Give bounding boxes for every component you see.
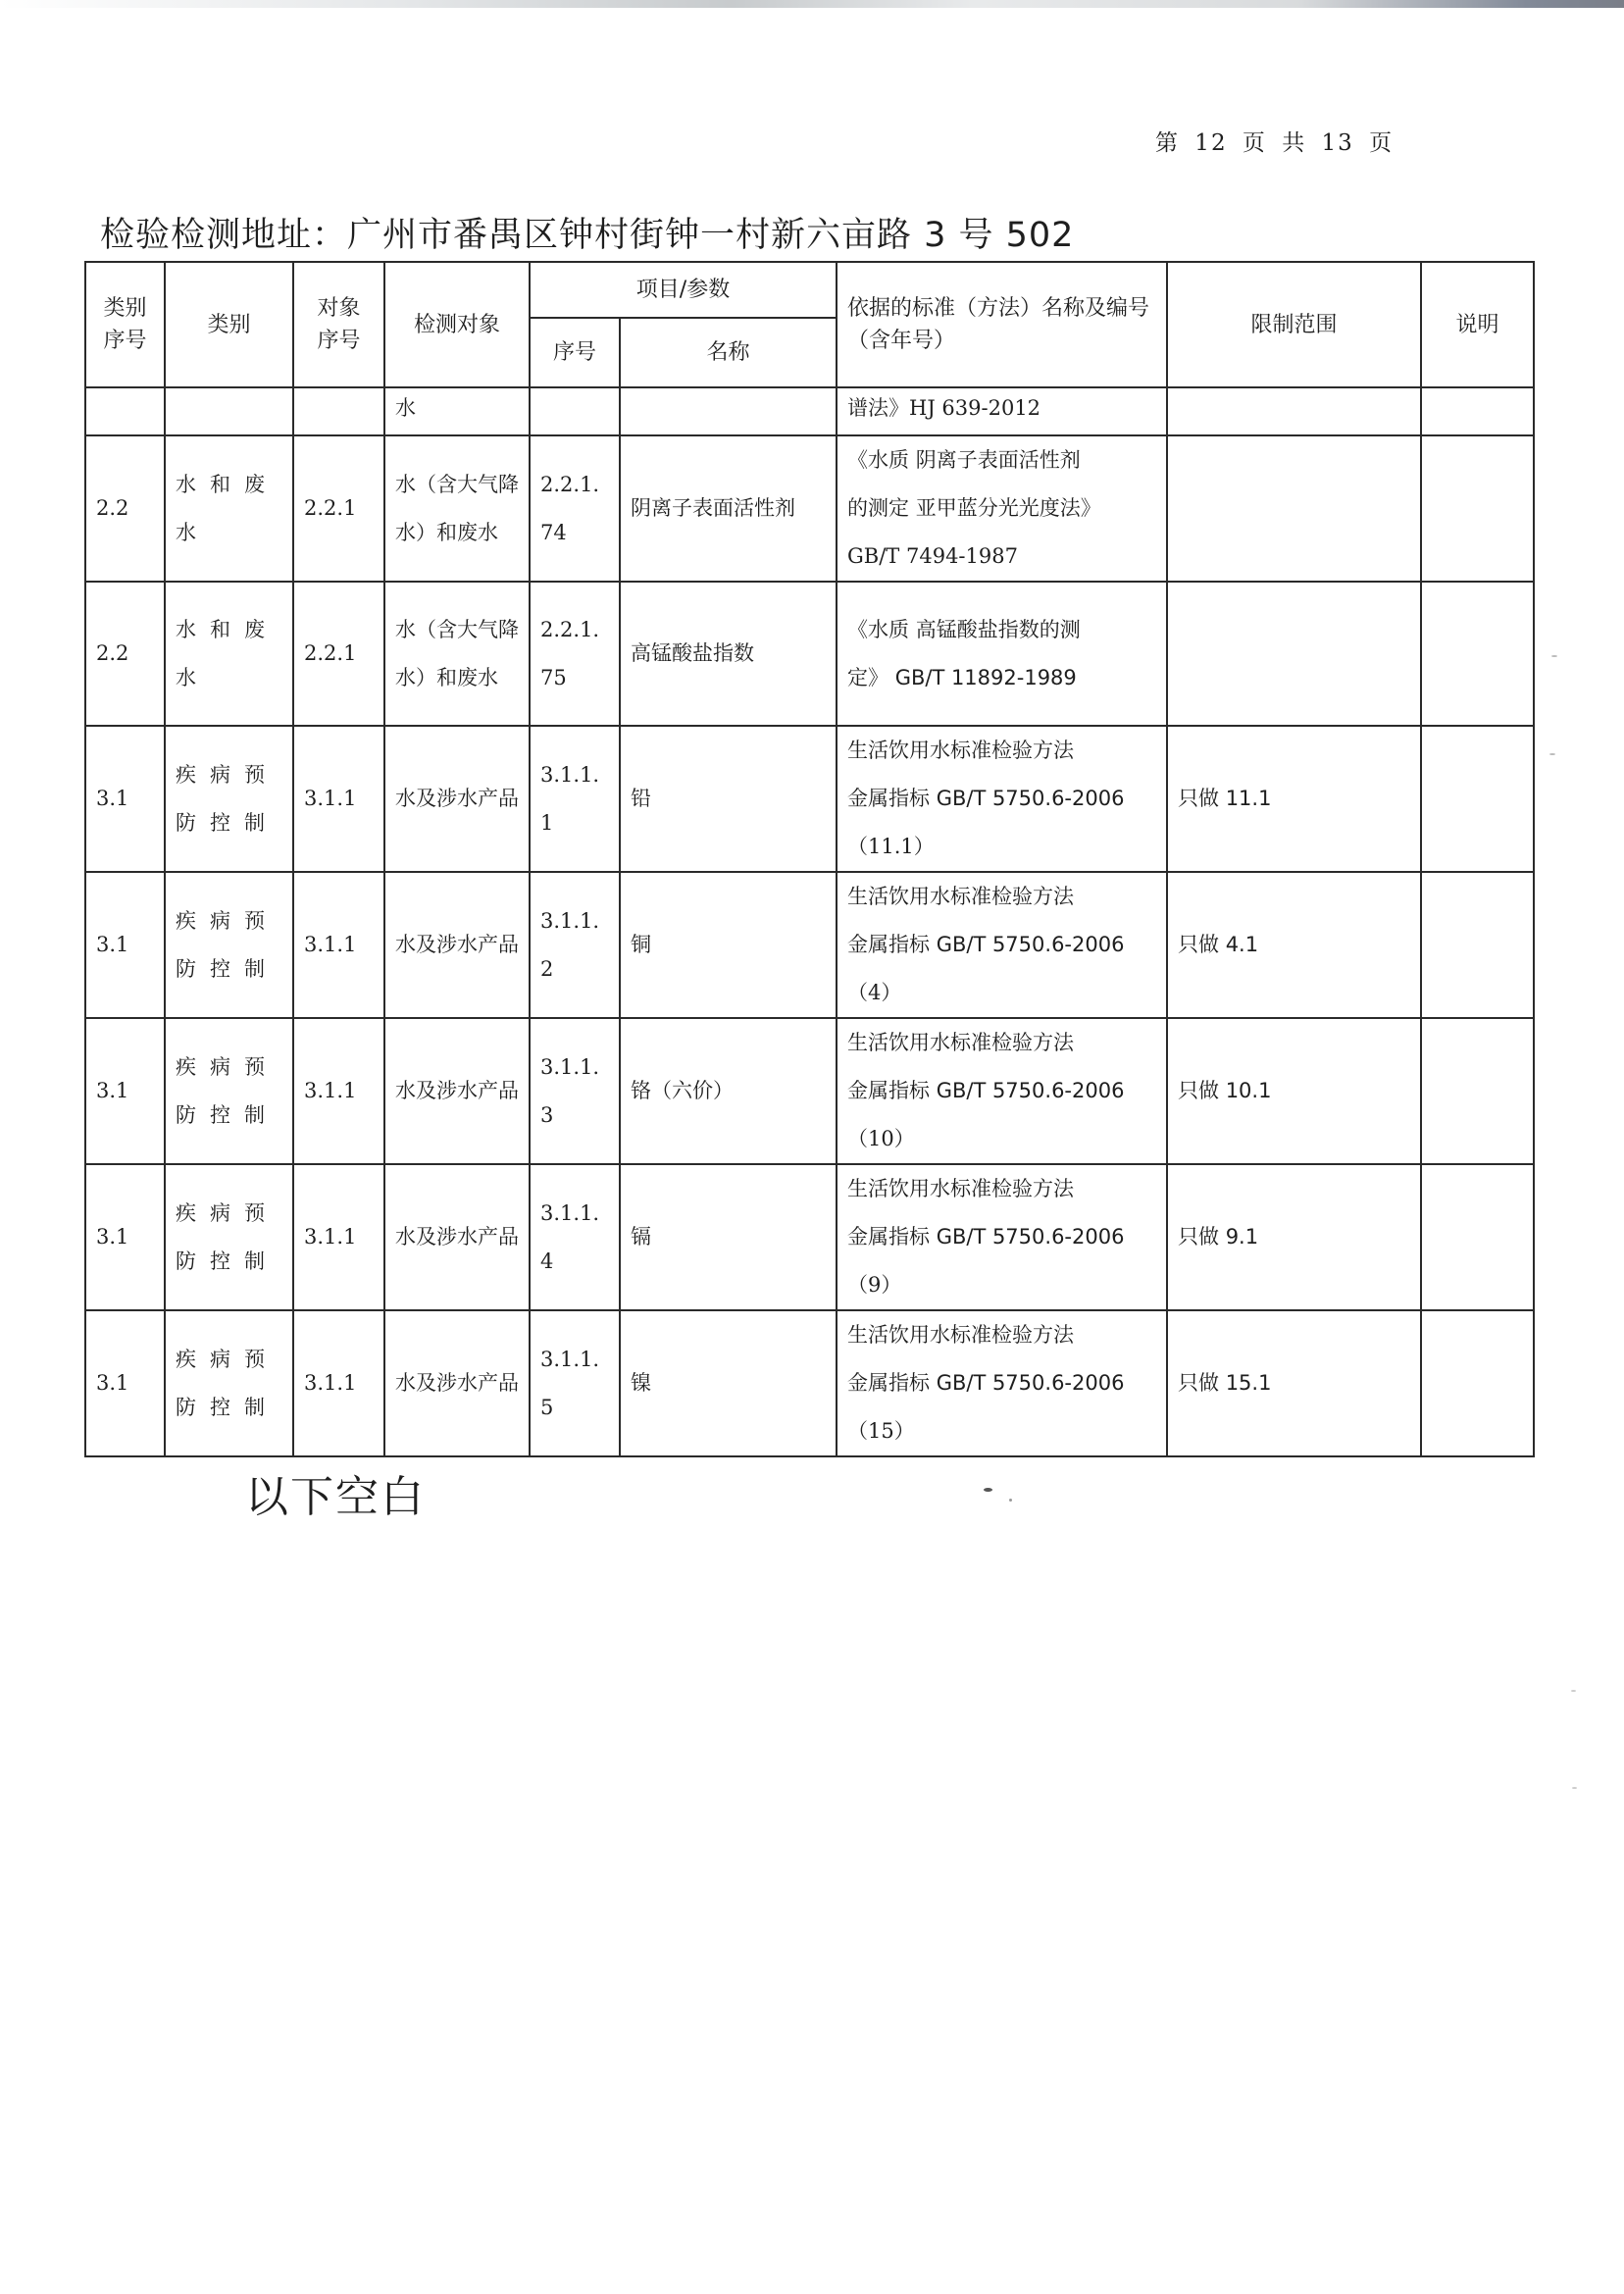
cell-category: 疾病预防控制 <box>165 1164 293 1310</box>
scan-speck <box>984 1488 992 1492</box>
standard-line: 生活饮用水标准检验方法 <box>847 1177 1075 1200</box>
cell-object: 水（含大气降水）和废水 <box>384 582 530 726</box>
cell-standard: 谱法》HJ 639-2012 <box>837 387 1167 435</box>
header-object: 检测对象 <box>384 262 530 387</box>
cell-item-name: 镍 <box>620 1310 837 1456</box>
scope-table <box>84 261 1535 1457</box>
standard-line: 生活饮用水标准检验方法 <box>847 739 1075 762</box>
cell-category-no: 3.1 <box>85 1310 165 1456</box>
cell-category <box>165 387 293 435</box>
standard-line: GB/T 7494-1987 <box>847 544 1018 568</box>
scan-edge-artifact <box>0 0 1624 8</box>
standard-line: 金属指标 GB/T 5750.6-2006 <box>847 787 1125 810</box>
blank-below-note: 以下空白 <box>245 1472 426 1522</box>
cell-object: 水及涉水产品 <box>384 1164 530 1310</box>
cell-object-no: 3.1.1 <box>293 726 384 872</box>
standard-line: （11.1） <box>847 835 935 858</box>
cell-limit <box>1167 387 1421 435</box>
cell-category-no: 3.1 <box>85 1018 165 1164</box>
scan-speck <box>1551 655 1557 657</box>
table-row <box>85 872 1534 1018</box>
header-limit: 限制范围 <box>1167 262 1421 387</box>
standard-line: （4） <box>847 981 902 1004</box>
cell-category: 疾病预防控制 <box>165 726 293 872</box>
cell-standard <box>837 872 1167 1018</box>
cell-item-no: 2.2.1.74 <box>530 435 620 582</box>
standard-line: 《水质 高锰酸盐指数的测 <box>847 617 1081 641</box>
cell-note <box>1421 872 1534 1018</box>
cell-category: 水和废水 <box>165 435 293 582</box>
cell-item-name: 阴离子表面活性剂 <box>620 435 837 582</box>
cell-object-no: 2.2.1 <box>293 435 384 582</box>
table-row <box>85 1164 1534 1310</box>
table-row <box>85 582 1534 726</box>
header-standard: 依据的标准（方法）名称及编号（含年号） <box>837 262 1167 387</box>
cell-object-no: 3.1.1 <box>293 1164 384 1310</box>
cell-note <box>1421 387 1534 435</box>
standard-line: 生活饮用水标准检验方法 <box>847 1031 1075 1054</box>
cell-note <box>1421 1164 1534 1310</box>
standard-line: （10） <box>847 1127 915 1150</box>
header-item-group: 项目/参数 <box>530 262 837 318</box>
cell-object-no: 3.1.1 <box>293 872 384 1018</box>
cell-category: 疾病预防控制 <box>165 1310 293 1456</box>
cell-item-name <box>620 387 837 435</box>
header-object-no: 对象序号 <box>293 262 384 387</box>
cell-item-name: 高锰酸盐指数 <box>620 582 837 726</box>
standard-line: 生活饮用水标准检验方法 <box>847 885 1075 908</box>
cell-category-no: 3.1 <box>85 726 165 872</box>
header-row-1 <box>85 262 1534 318</box>
cell-note <box>1421 1018 1534 1164</box>
cell-category: 水和废水 <box>165 582 293 726</box>
scan-speck <box>1571 1690 1576 1692</box>
table-row <box>85 1018 1534 1164</box>
cell-object-no: 3.1.1 <box>293 1310 384 1456</box>
cell-item-no: 2.2.1.75 <box>530 582 620 726</box>
scan-speck <box>1549 753 1555 755</box>
cell-object: 水及涉水产品 <box>384 1018 530 1164</box>
standard-line: 《水质 阴离子表面活性剂 <box>847 448 1081 472</box>
cell-item-no <box>530 387 620 435</box>
cell-object-no: 2.2.1 <box>293 582 384 726</box>
cell-item-no: 3.1.1.2 <box>530 872 620 1018</box>
cell-category-no: 3.1 <box>85 1164 165 1310</box>
standard-line: 定》 GB/T 11892-1989 <box>847 665 1077 689</box>
cell-note <box>1421 582 1534 726</box>
standard-line: （15） <box>847 1419 915 1443</box>
cell-standard <box>837 1164 1167 1310</box>
cell-limit: 只做 15.1 <box>1167 1310 1421 1456</box>
standard-line: 生活饮用水标准检验方法 <box>847 1323 1075 1347</box>
standard-line: 金属指标 GB/T 5750.6-2006 <box>847 933 1125 956</box>
cell-item-no: 3.1.1.1 <box>530 726 620 872</box>
cell-note <box>1421 435 1534 582</box>
cell-category: 疾病预防控制 <box>165 872 293 1018</box>
cell-standard <box>837 435 1167 582</box>
cell-object: 水及涉水产品 <box>384 1310 530 1456</box>
cell-object-no: 3.1.1 <box>293 1018 384 1164</box>
table-row-continuation <box>85 387 1534 435</box>
page-number: 第 12 页 共 13 页 <box>1155 130 1395 156</box>
scan-speck <box>1009 1499 1012 1502</box>
inspection-address: 检验检测地址：广州市番禺区钟村街钟一村新六亩路 3 号 502 <box>100 216 1075 255</box>
header-category-no: 类别序号 <box>85 262 165 387</box>
cell-standard <box>837 582 1167 726</box>
cell-item-name: 铬（六价） <box>620 1018 837 1164</box>
cell-standard <box>837 1310 1167 1456</box>
standard-line: 金属指标 GB/T 5750.6-2006 <box>847 1371 1125 1395</box>
cell-item-no: 3.1.1.5 <box>530 1310 620 1456</box>
cell-item-name: 镉 <box>620 1164 837 1310</box>
cell-item-no: 3.1.1.4 <box>530 1164 620 1310</box>
table-row <box>85 1310 1534 1456</box>
cell-limit: 只做 4.1 <box>1167 872 1421 1018</box>
cell-standard <box>837 726 1167 872</box>
table-row <box>85 435 1534 582</box>
cell-object: 水及涉水产品 <box>384 872 530 1018</box>
scan-speck <box>1572 1787 1577 1789</box>
cell-limit: 只做 10.1 <box>1167 1018 1421 1164</box>
standard-line: 金属指标 GB/T 5750.6-2006 <box>847 1079 1125 1102</box>
cell-object: 水（含大气降水）和废水 <box>384 435 530 582</box>
cell-item-name: 铅 <box>620 726 837 872</box>
cell-category-no: 3.1 <box>85 872 165 1018</box>
cell-object: 水 <box>384 387 530 435</box>
cell-item-name: 铜 <box>620 872 837 1018</box>
cell-standard <box>837 1018 1167 1164</box>
header-category: 类别 <box>165 262 293 387</box>
header-item-no: 序号 <box>530 318 620 387</box>
standard-line: （9） <box>847 1273 902 1297</box>
header-item-name: 名称 <box>620 318 837 387</box>
cell-object-no <box>293 387 384 435</box>
cell-note <box>1421 1310 1534 1456</box>
cell-category: 疾病预防控制 <box>165 1018 293 1164</box>
cell-object: 水及涉水产品 <box>384 726 530 872</box>
header-note: 说明 <box>1421 262 1534 387</box>
cell-item-no: 3.1.1.3 <box>530 1018 620 1164</box>
cell-limit <box>1167 582 1421 726</box>
cell-limit: 只做 11.1 <box>1167 726 1421 872</box>
standard-line: 的测定 亚甲蓝分光光度法》 <box>847 496 1101 520</box>
cell-note <box>1421 726 1534 872</box>
cell-category-no: 2.2 <box>85 582 165 726</box>
cell-limit: 只做 9.1 <box>1167 1164 1421 1310</box>
cell-category-no: 2.2 <box>85 435 165 582</box>
cell-limit <box>1167 435 1421 582</box>
cell-category-no <box>85 387 165 435</box>
table-row <box>85 726 1534 872</box>
standard-line: 金属指标 GB/T 5750.6-2006 <box>847 1225 1125 1249</box>
